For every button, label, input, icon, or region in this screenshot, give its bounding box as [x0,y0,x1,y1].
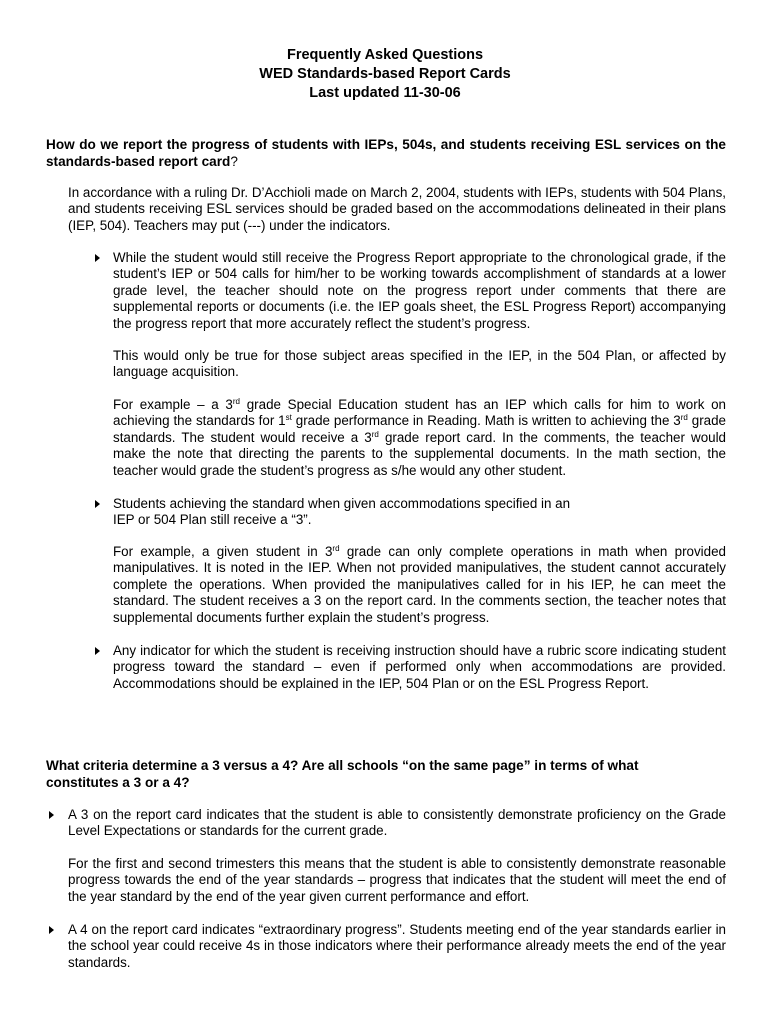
bullet-arrow-icon [49,926,54,934]
answer-score-3: A 3 on the report card indicates that the student is able to consistently demonstrate proficiency on the Grade Level Expectations or standards for the current grade. [68,807,726,839]
example-special-education: For example – a 3rd grade Special Education student has an IEP which calls for him to work on achieving the standards for 1st grade performance in Reading. Math is written to achieving the 3rd grade standards. The student would receive a 3rd grade report card. In the comments, the teacher would make the note that directing the parents to the supplemental documents. In the math section, the teacher would grade the student’s progress as s/he would any other student. [113,397,727,478]
faq-question-3-vs-4: What criteria determine a 3 versus a 4? Are all schools “on the same page” in terms of what constitutes a 3 or a 4? [46,758,639,790]
answer-bullet-progress-report: While the student would still receive the Progress Report appropriate to the chronological grade, if the student’s IEP or 504 calls for him/her to be working towards accomplishment of standards at a lower grade level, the teacher should note on the progress report under comments that there are supplemental reports or documents (i.e. the IEP goals sheet, the ESL Progress Report) accompanying the progress report that more accurately reflect the student’s progress. [113,250,726,331]
answer-score-3-trimesters: For the first and second trimesters this means that the student is able to consistently demonstrate reasonable progress towards the end of the year standards – progress that indicates that the student will meet the end of the year standard by the end of the year given current performance and effort. [68,856,726,904]
bullet-arrow-icon [95,500,100,508]
example-manipulatives: For example, a given student in 3rd grade can only complete operations in math when provided manipulatives. It is noted in the IEP. When not provided manipulatives, the student cannot accurately complete the operations. When provided the manipulatives called for in his IEP, he can meet the standard. The student receives a 3 on the report card. In the comments section, the teacher notes that supplemental documents further explain the student’s progress. [113,544,726,625]
document-subtitle: WED Standards-based Report Cards [259,66,511,82]
bullet-arrow-icon [95,647,100,655]
answer-score-4: A 4 on the report card indicates “extraordinary progress”. Students meeting end of the year standards earlier in the school year could receive 4s in those indicators where their performance already meets the end of the year standards. [68,922,726,970]
bullet-arrow-icon [95,254,100,262]
document-title: Frequently Asked Questions [286,47,484,63]
question-mark: ? [230,154,238,169]
question-text: How do we report the progress of students with IEPs, 504s, and students receiving ESL services on the standards-based report card [46,137,726,169]
answer-intro: In accordance with a ruling Dr. D’Acchioli made on March 2, 2004, students with IEPs, students with 504 Plans, and students receiving ESL services should be graded based on the accommodations delineated in their plans (IEP, 504). Teachers may put (---) under the indicators. [68,185,726,233]
answer-bullet-note: This would only be true for those subject areas specified in the IEP, in the 504 Plan, or affected by language acquisition. [113,348,726,380]
bullet-arrow-icon [49,811,54,819]
answer-bullet-accommodations: Students achieving the standard when given accommodations specified in an IEP or 504 Plan still receive a “3”. [113,496,571,528]
last-updated: Last updated 11-30-06 [309,85,461,101]
faq-question-iep [46,136,726,170]
answer-bullet-rubric: Any indicator for which the student is receiving instruction should have a rubric score indicating student progress toward the standard – even if performed only when accommodations are provided. Accommodations should be explained in the IEP, 504 Plan or on the ESL Progress Report. [113,643,726,691]
